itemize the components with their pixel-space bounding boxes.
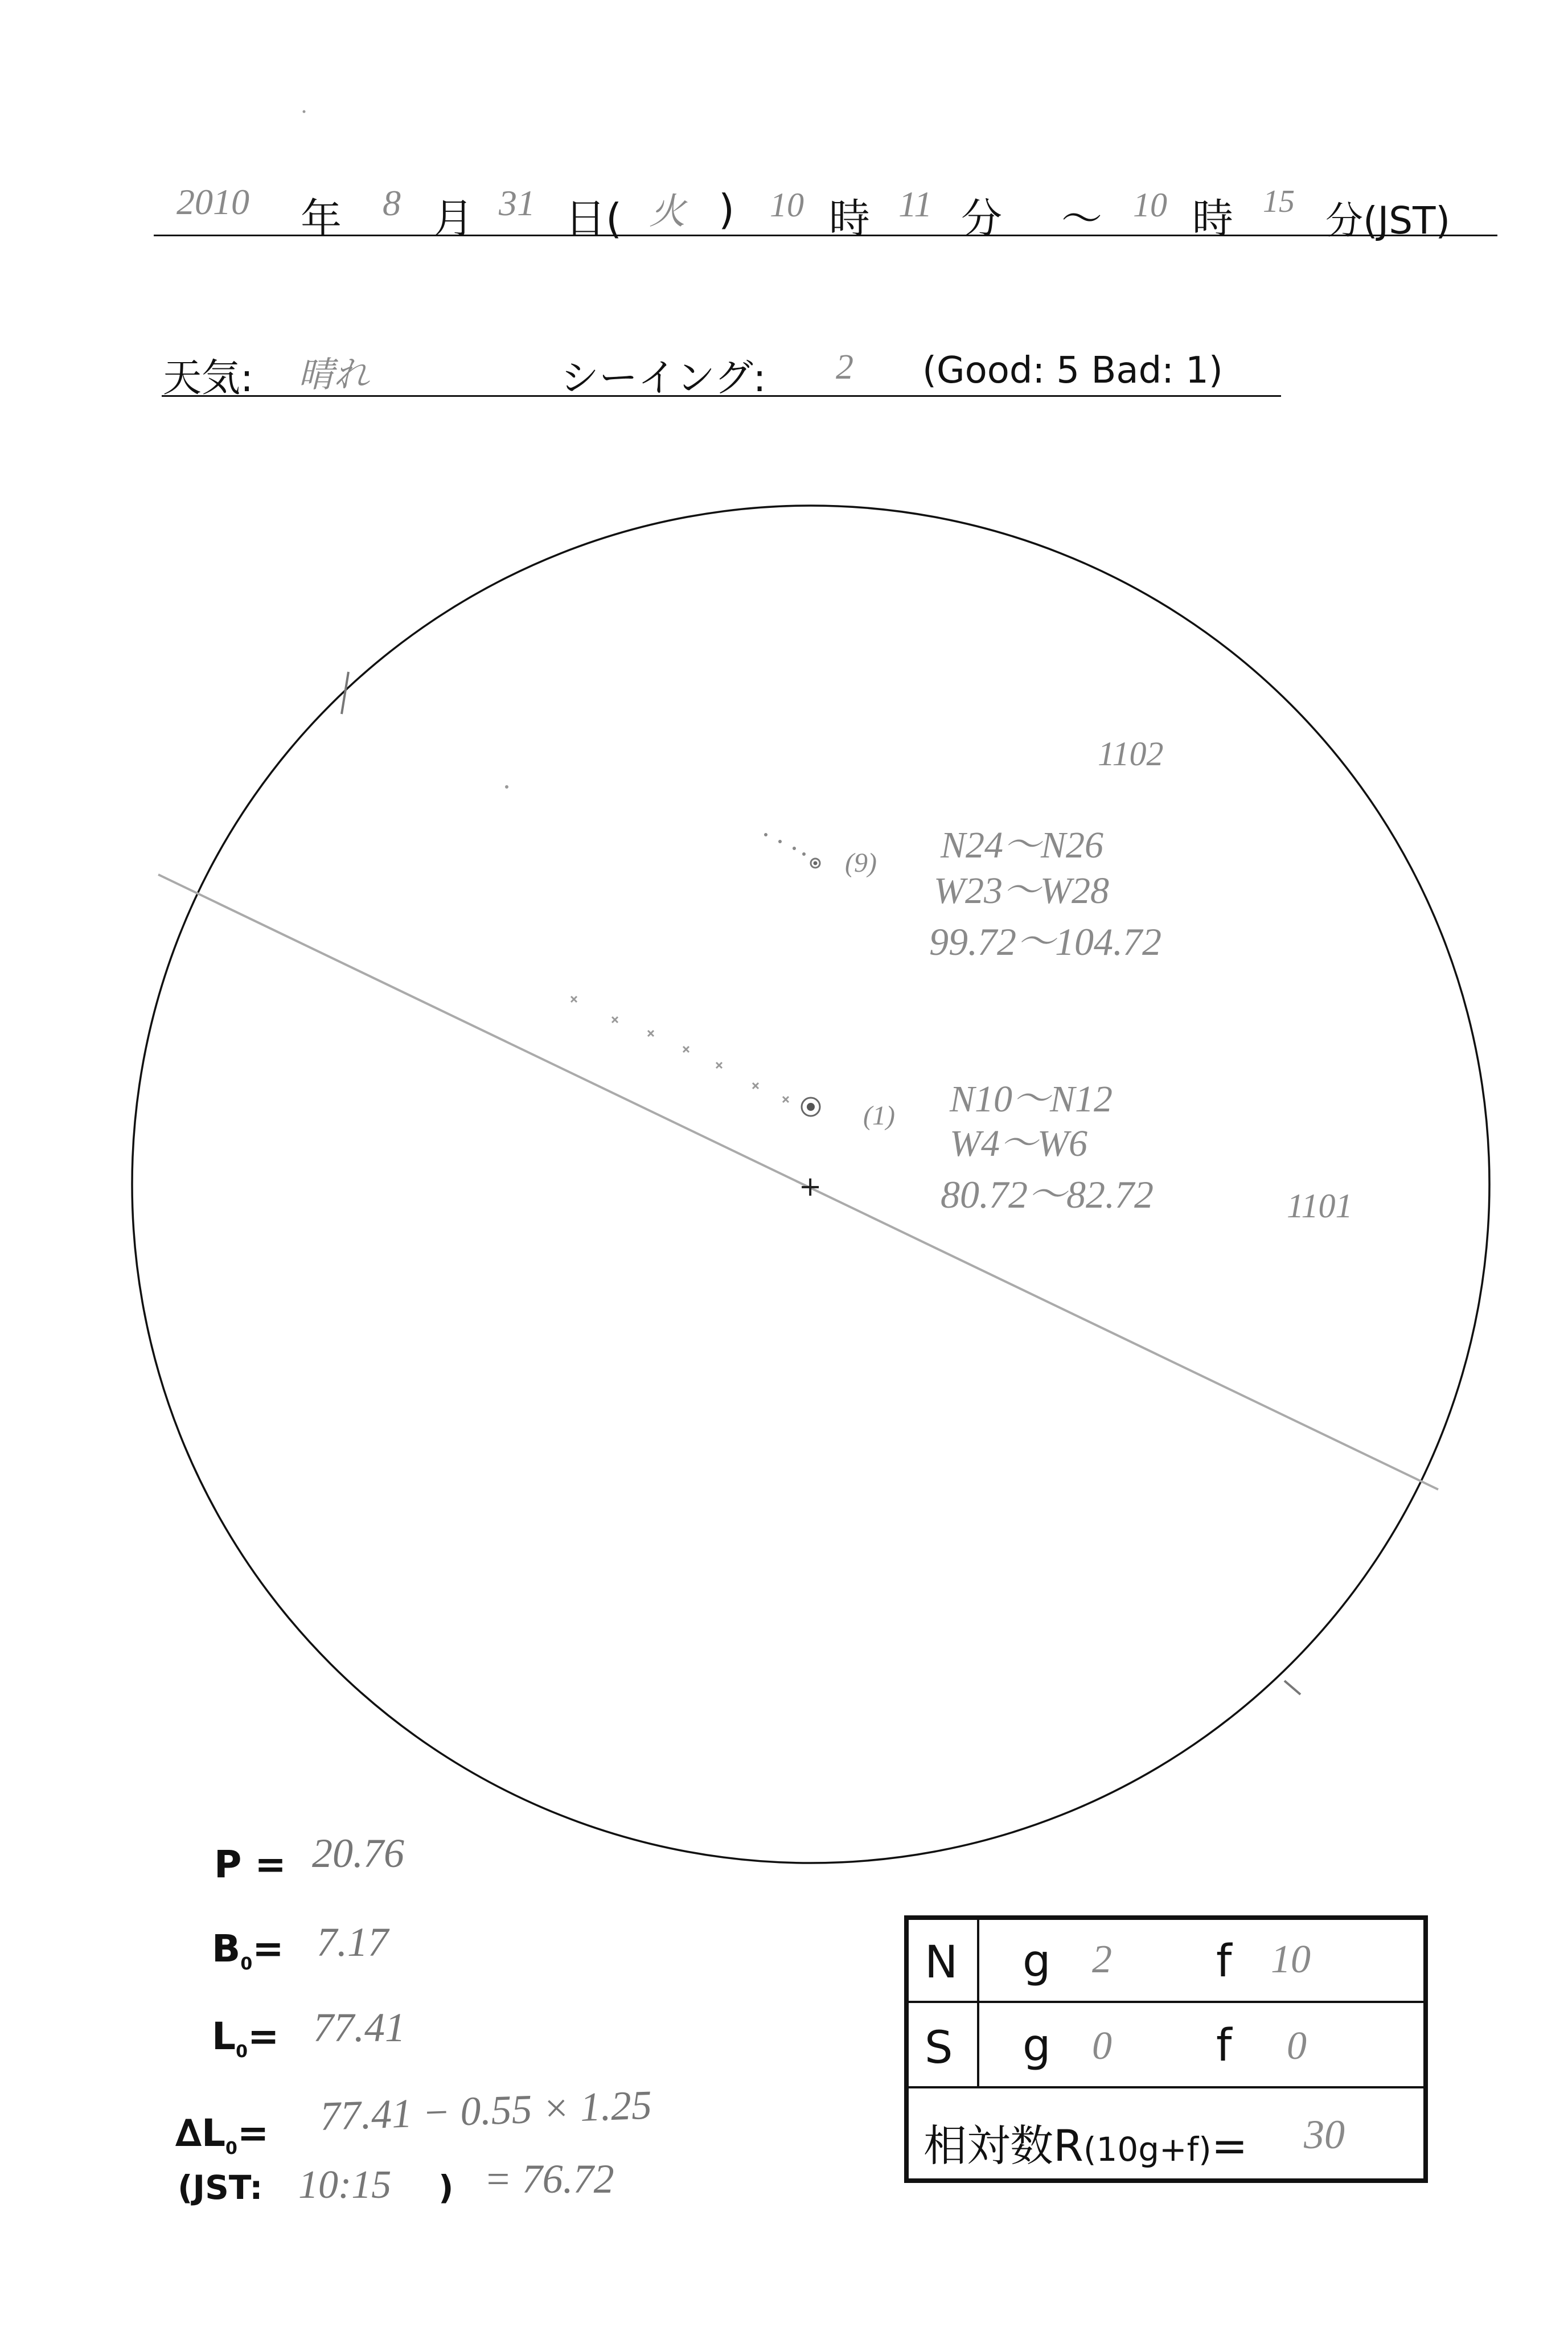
year-value: 2010	[176, 182, 249, 222]
sunspot	[793, 847, 796, 850]
south-f-value: 0	[1287, 2024, 1307, 2068]
time-range-tilde: 〜	[1061, 195, 1103, 243]
l0-equals: =	[247, 2014, 280, 2058]
south-label: S	[925, 2022, 953, 2074]
l0-letter: L	[212, 2014, 236, 2058]
faint-spot-mark	[783, 1097, 789, 1102]
relative-number-title: 相対数R	[923, 2120, 1083, 2171]
delta-l0-result: = 76.72	[484, 2156, 614, 2202]
north-g-label: g	[1023, 1936, 1051, 1987]
end-hour-label: 時	[1192, 195, 1234, 243]
faint-spot-mark	[571, 996, 577, 1002]
year-label: 年	[301, 195, 342, 243]
delta-l0-subscript: 0	[225, 2139, 237, 2159]
p-label: P =	[214, 1842, 286, 1886]
jst-close: )	[438, 2168, 454, 2207]
group-1102-latitude: N24〜N26	[941, 824, 1104, 866]
day-label: 日(	[565, 195, 622, 243]
south-g-value: 0	[1092, 2024, 1112, 2068]
weather-value: 晴れ	[298, 356, 370, 395]
south-g-label: g	[1023, 2020, 1051, 2071]
seeing-value: 2	[836, 348, 853, 387]
start-hour-label: 時	[829, 195, 871, 243]
faint-spot-mark	[612, 1017, 618, 1023]
dust-speck	[303, 110, 306, 113]
end-min-value: 15	[1263, 184, 1295, 219]
l0-label	[212, 2014, 279, 2062]
faint-spot-mark	[753, 1083, 758, 1089]
faint-spot-mark	[683, 1047, 689, 1052]
group-1102-longitude: W23〜W28	[934, 870, 1109, 912]
b0-value: 7.17	[317, 1919, 388, 1965]
sunspot	[814, 861, 818, 865]
relative-number-value: 30	[1304, 2112, 1345, 2157]
dust-speck	[505, 785, 508, 789]
group-1101-latitude: N10〜N12	[950, 1078, 1113, 1120]
north-f-value: 10	[1271, 1938, 1311, 1981]
month-label: 月	[433, 195, 474, 243]
seeing-scale: (Good: 5 Bad: 1)	[922, 350, 1223, 392]
faint-spot-mark	[716, 1062, 722, 1068]
jst-value: 10:15	[298, 2163, 392, 2207]
equator-line	[158, 875, 1438, 1489]
north-g-value: 2	[1092, 1938, 1112, 1981]
row-label-divider	[977, 2003, 979, 2086]
sunspot	[807, 1103, 815, 1111]
start-min-label: 分	[961, 195, 1003, 243]
north-label: N	[925, 1937, 958, 1988]
sunspot	[764, 833, 767, 836]
month-value: 8	[383, 183, 401, 223]
relative-number-equals: =	[1211, 2120, 1248, 2171]
south-tick-mark	[1284, 1681, 1300, 1694]
group-1101-index: (1)	[863, 1101, 895, 1131]
start-hour-value: 10	[770, 186, 804, 224]
disk-center-mark: +	[799, 1171, 822, 1203]
weekday-value: 火	[649, 191, 686, 232]
b0-equals: =	[252, 1927, 284, 1971]
south-f-label: f	[1216, 2020, 1232, 2071]
jst-label: (JST:	[178, 2168, 263, 2207]
b0-subscript: 0	[240, 1954, 253, 1975]
north-f-label: f	[1216, 1936, 1232, 1987]
end-hour-value: 10	[1133, 186, 1167, 224]
end-min-label: 分(JST)	[1325, 199, 1451, 243]
delta-l0-formula: 77.41 − 0.55 × 1.25	[319, 2082, 653, 2139]
group-1101-number: 1101	[1287, 1187, 1353, 1225]
sunspot	[778, 840, 782, 843]
relative-number-formula: (10g+f)	[1083, 2130, 1212, 2169]
weekday-close: )	[719, 186, 735, 233]
delta-l0-label	[175, 2111, 269, 2158]
l0-subscript: 0	[236, 2042, 248, 2062]
group-1102-index: (9)	[845, 848, 877, 878]
group-1101-longitude-range: 80.72〜82.72	[941, 1173, 1154, 1216]
south-row	[909, 2003, 1423, 2088]
day-value: 31	[499, 183, 535, 223]
seeing-label: シーイング:	[560, 356, 766, 401]
group-1101-longitude: W4〜W6	[950, 1123, 1087, 1164]
faint-spot-mark	[648, 1031, 654, 1036]
delta-l0-letter: ∆L	[175, 2111, 226, 2155]
weather-label: 天気:	[163, 356, 253, 401]
b0-letter: B	[212, 1927, 241, 1971]
l0-value: 77.41	[313, 2005, 405, 2050]
start-min-value: 11	[898, 184, 933, 224]
sunspot	[802, 852, 806, 856]
sunspot-count-table	[904, 1915, 1428, 2183]
north-row	[909, 1920, 1423, 2003]
row-label-divider	[977, 1920, 979, 2001]
group-1102-longitude-range: 99.72〜104.72	[929, 920, 1162, 963]
group-1102-number: 1102	[1098, 735, 1164, 773]
delta-l0-equals: =	[237, 2111, 269, 2155]
relative-number-label	[923, 2111, 1247, 2173]
relative-number-row	[909, 2088, 1423, 2178]
p-value: 20.76	[312, 1831, 404, 1876]
b0-label	[212, 1927, 284, 1974]
